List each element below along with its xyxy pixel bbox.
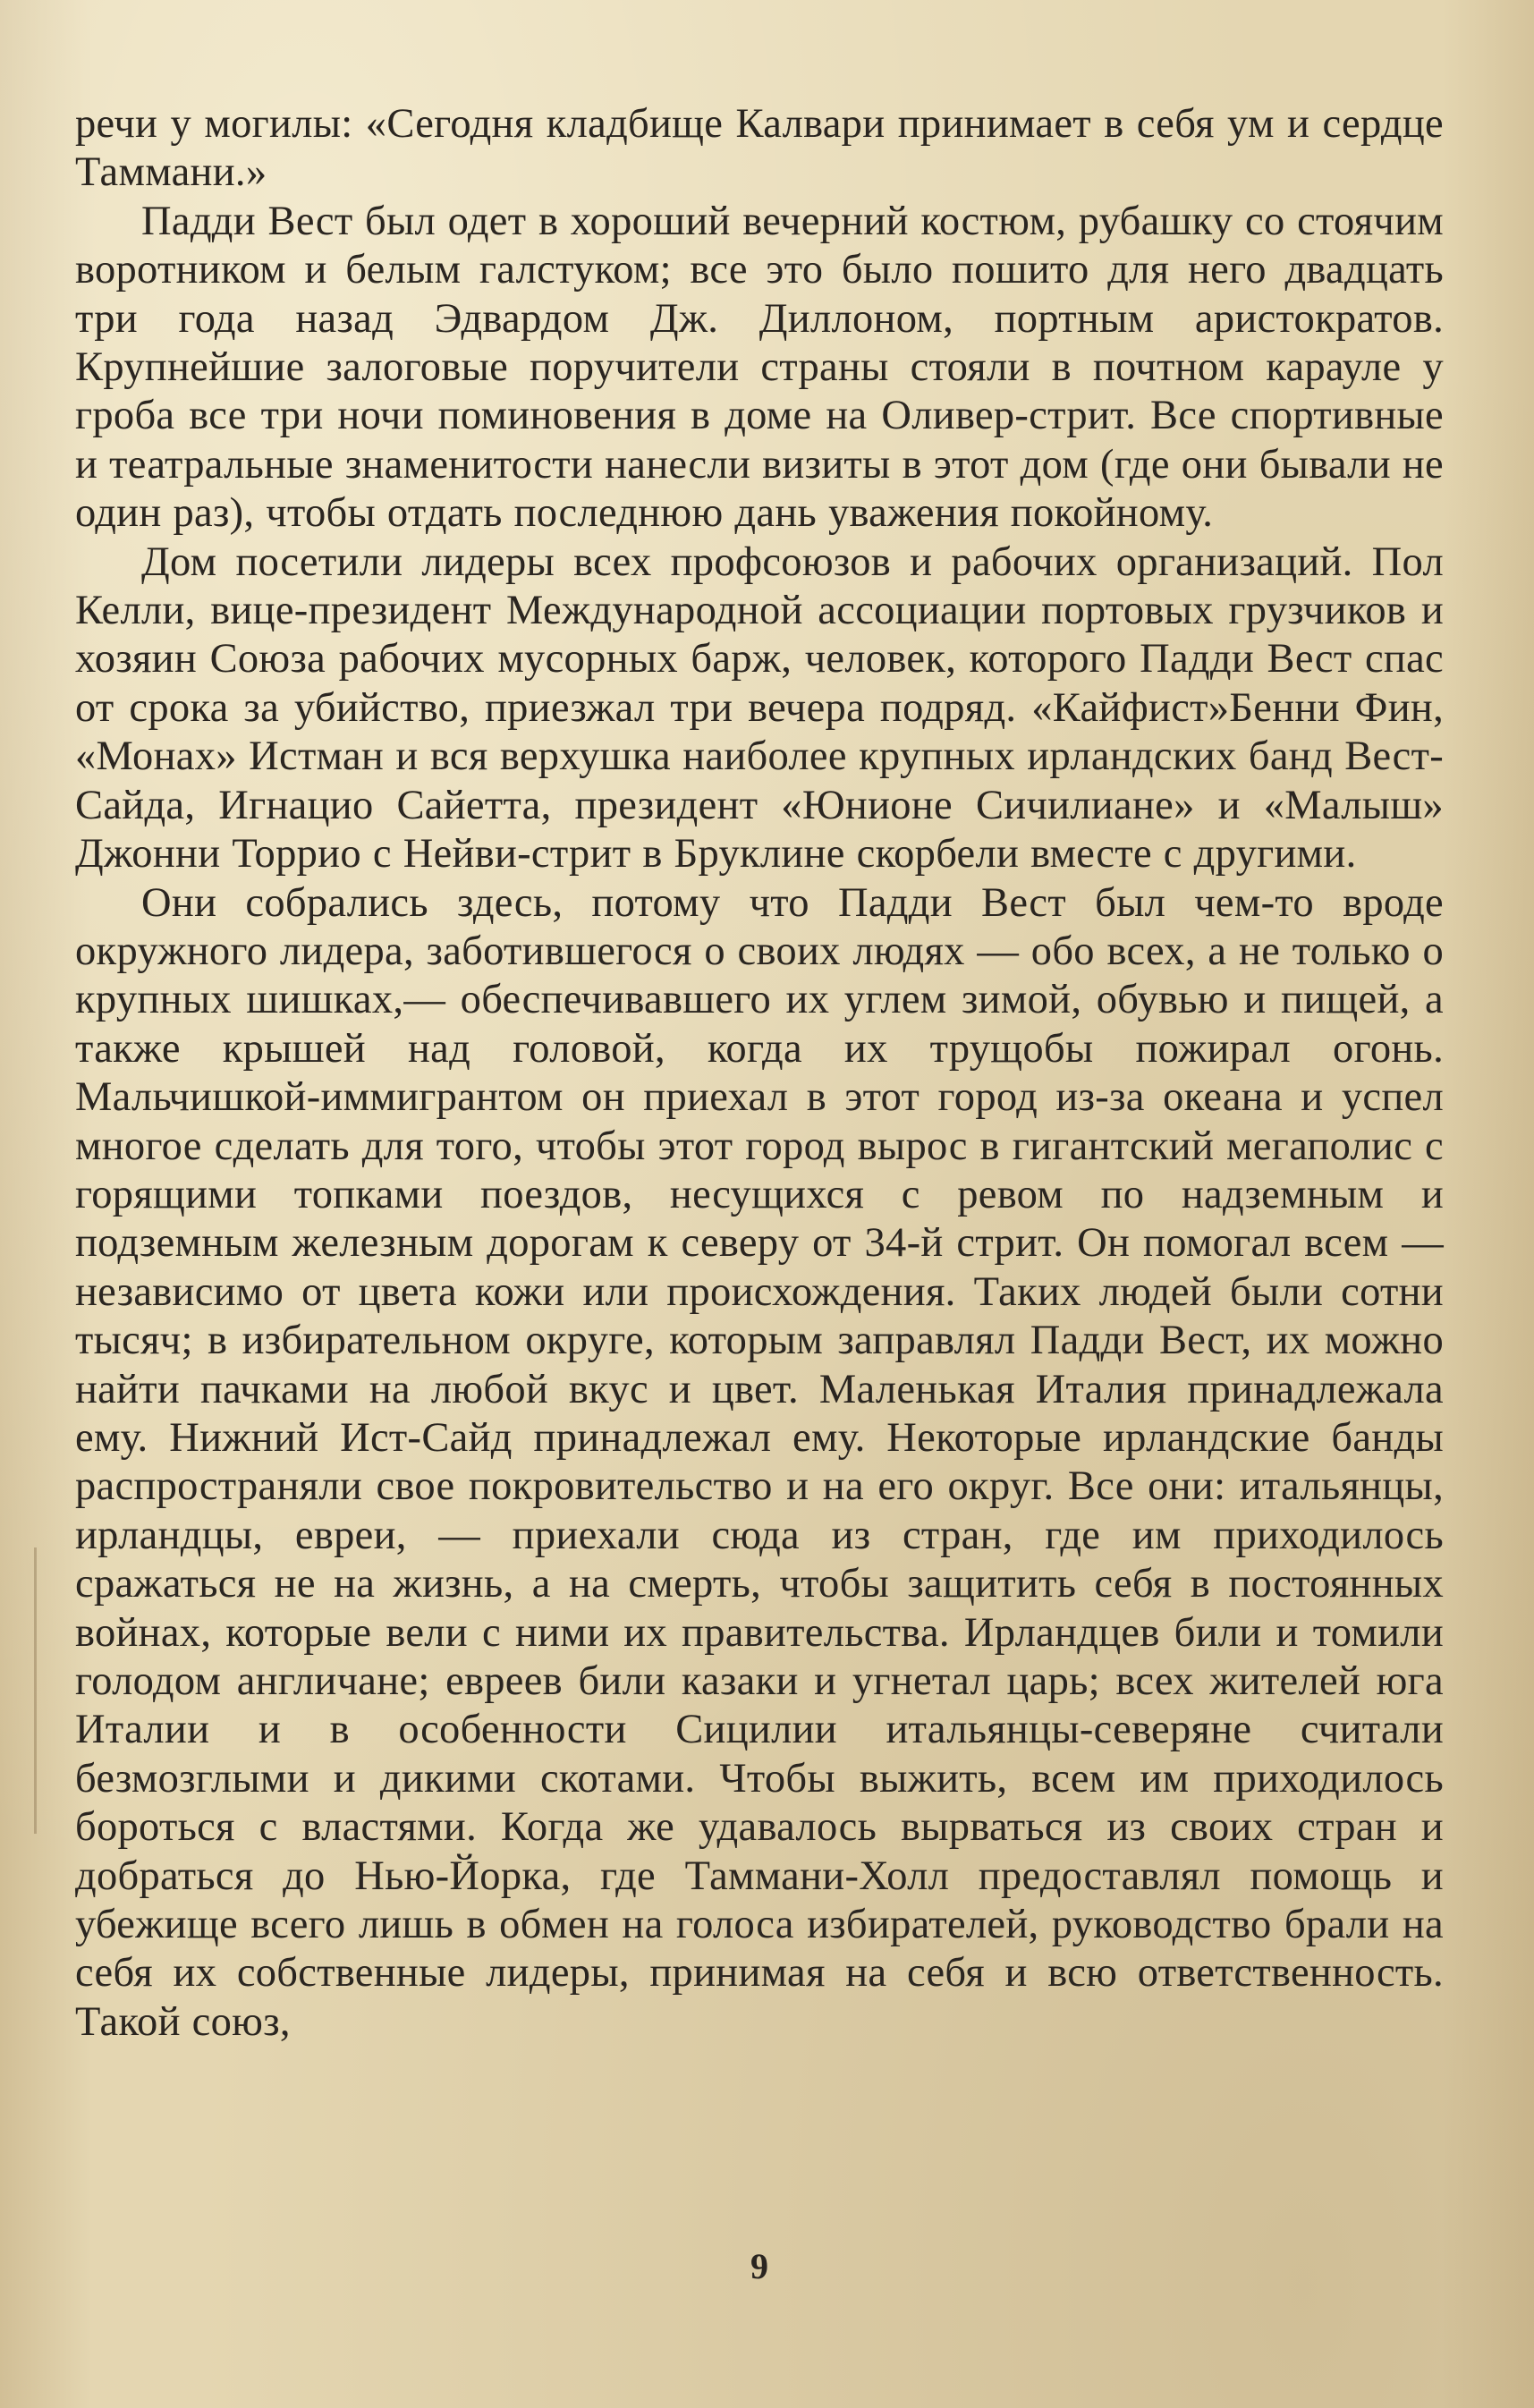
paragraph-4: Они собрались здесь, потому что Падди Вест был чем-то вроде окружного лидера, заботившегося о своих людях — обо всех, а не только о крупных шишках,— обеспечивавшего их углем зимой, обувью и пищей, а также крышей над головой, когда их трущобы пожирал огонь. Мальчишкой-иммигрантом он приехал в этот город из-за океана и успел многое сделать для того, чтобы этот город вырос в гигантский мегаполис с горящими топками поездов, несущихся с ревом по надземным и подземным железным дорогам к северу от 34-й стрит. Он помогал всем — независимо от цвета кожи или происхождения. Таких людей были сотни тысяч; в избирательном округе, которым заправлял Падди Вест, их можно найти пачками на любой вкус и цвет. Маленькая Италия принадлежала ему. Нижний Ист-Сайд принадлежал ему. Некоторые ирландские банды распространяли свое покровительство и на его округ. Все они: итальянцы, ирландцы, евреи, — приехали сюда из стран, где им приходилось сражаться не на жизнь, а на смерть, чтобы защитить себя в постоянных войнах, которые вели с ними их правительства. Ирландцев били и томили голодом англичане; евреев били казаки и угнетал царь; всех жителей юга Италии и в особенности Сицилии итальянцы-северяне считали безмозглыми и дикими скотами. Чтобы выжить, всем им приходилось бороться с властями. Когда же удавалось вырваться из своих стран и добраться до Нью-Йорка, где Таммани-Холл предоставлял помощь и убежище всего лишь в обмен на голоса избирателей, руководство брали на себя их собственные лидеры, принимая на себя и всю ответственность. Такой союз, xyxy=(75,879,1444,2045)
page-edge-mark xyxy=(34,1547,37,1834)
page-number: 9 xyxy=(750,2246,768,2286)
book-page xyxy=(75,100,1444,2390)
paragraph-2: Падди Вест был одет в хороший вечерний костюм, рубашку со стоячим воротником и белым галстуком; все это было пошито для него двадцать три года назад Эдвардом Дж. Диллоном, портным аристократов. Крупнейшие залоговые поручители страны стояли в почтном карауле у гроба все три ночи поминовения в доме на Оливер-стрит. Все спортивные и театральные знаменитости нанесли визиты в этот дом (где они бывали не один раз), чтобы отдать последнюю дань уважения покойному. xyxy=(75,198,1444,537)
body-text xyxy=(75,100,1444,2047)
paragraph-1: речи у могилы: «Сегодня кладбище Калвари принимает в себя ум и сердце Таммани.» xyxy=(75,101,1444,196)
paragraph-3: Дом посетили лидеры всех профсоюзов и рабочих организаций. Пол Келли, вице-президент Международной ассоциации портовых грузчиков и хозяин Союза рабочих мусорных барж, человек, которого Падди Вест спас от срока за убийство, приезжал три вечера подряд. «Кайфист»Бенни Фин, «Монах» Истман и вся верхушка наиболее крупных ирландских банд Вест-Сайда, Игнацио Сайетта, президент «Юнионе Сичилиане» и «Малыш» Джонни Торрио с Нейви-стрит в Бруклине скорбели вместе с другими. xyxy=(75,538,1444,878)
